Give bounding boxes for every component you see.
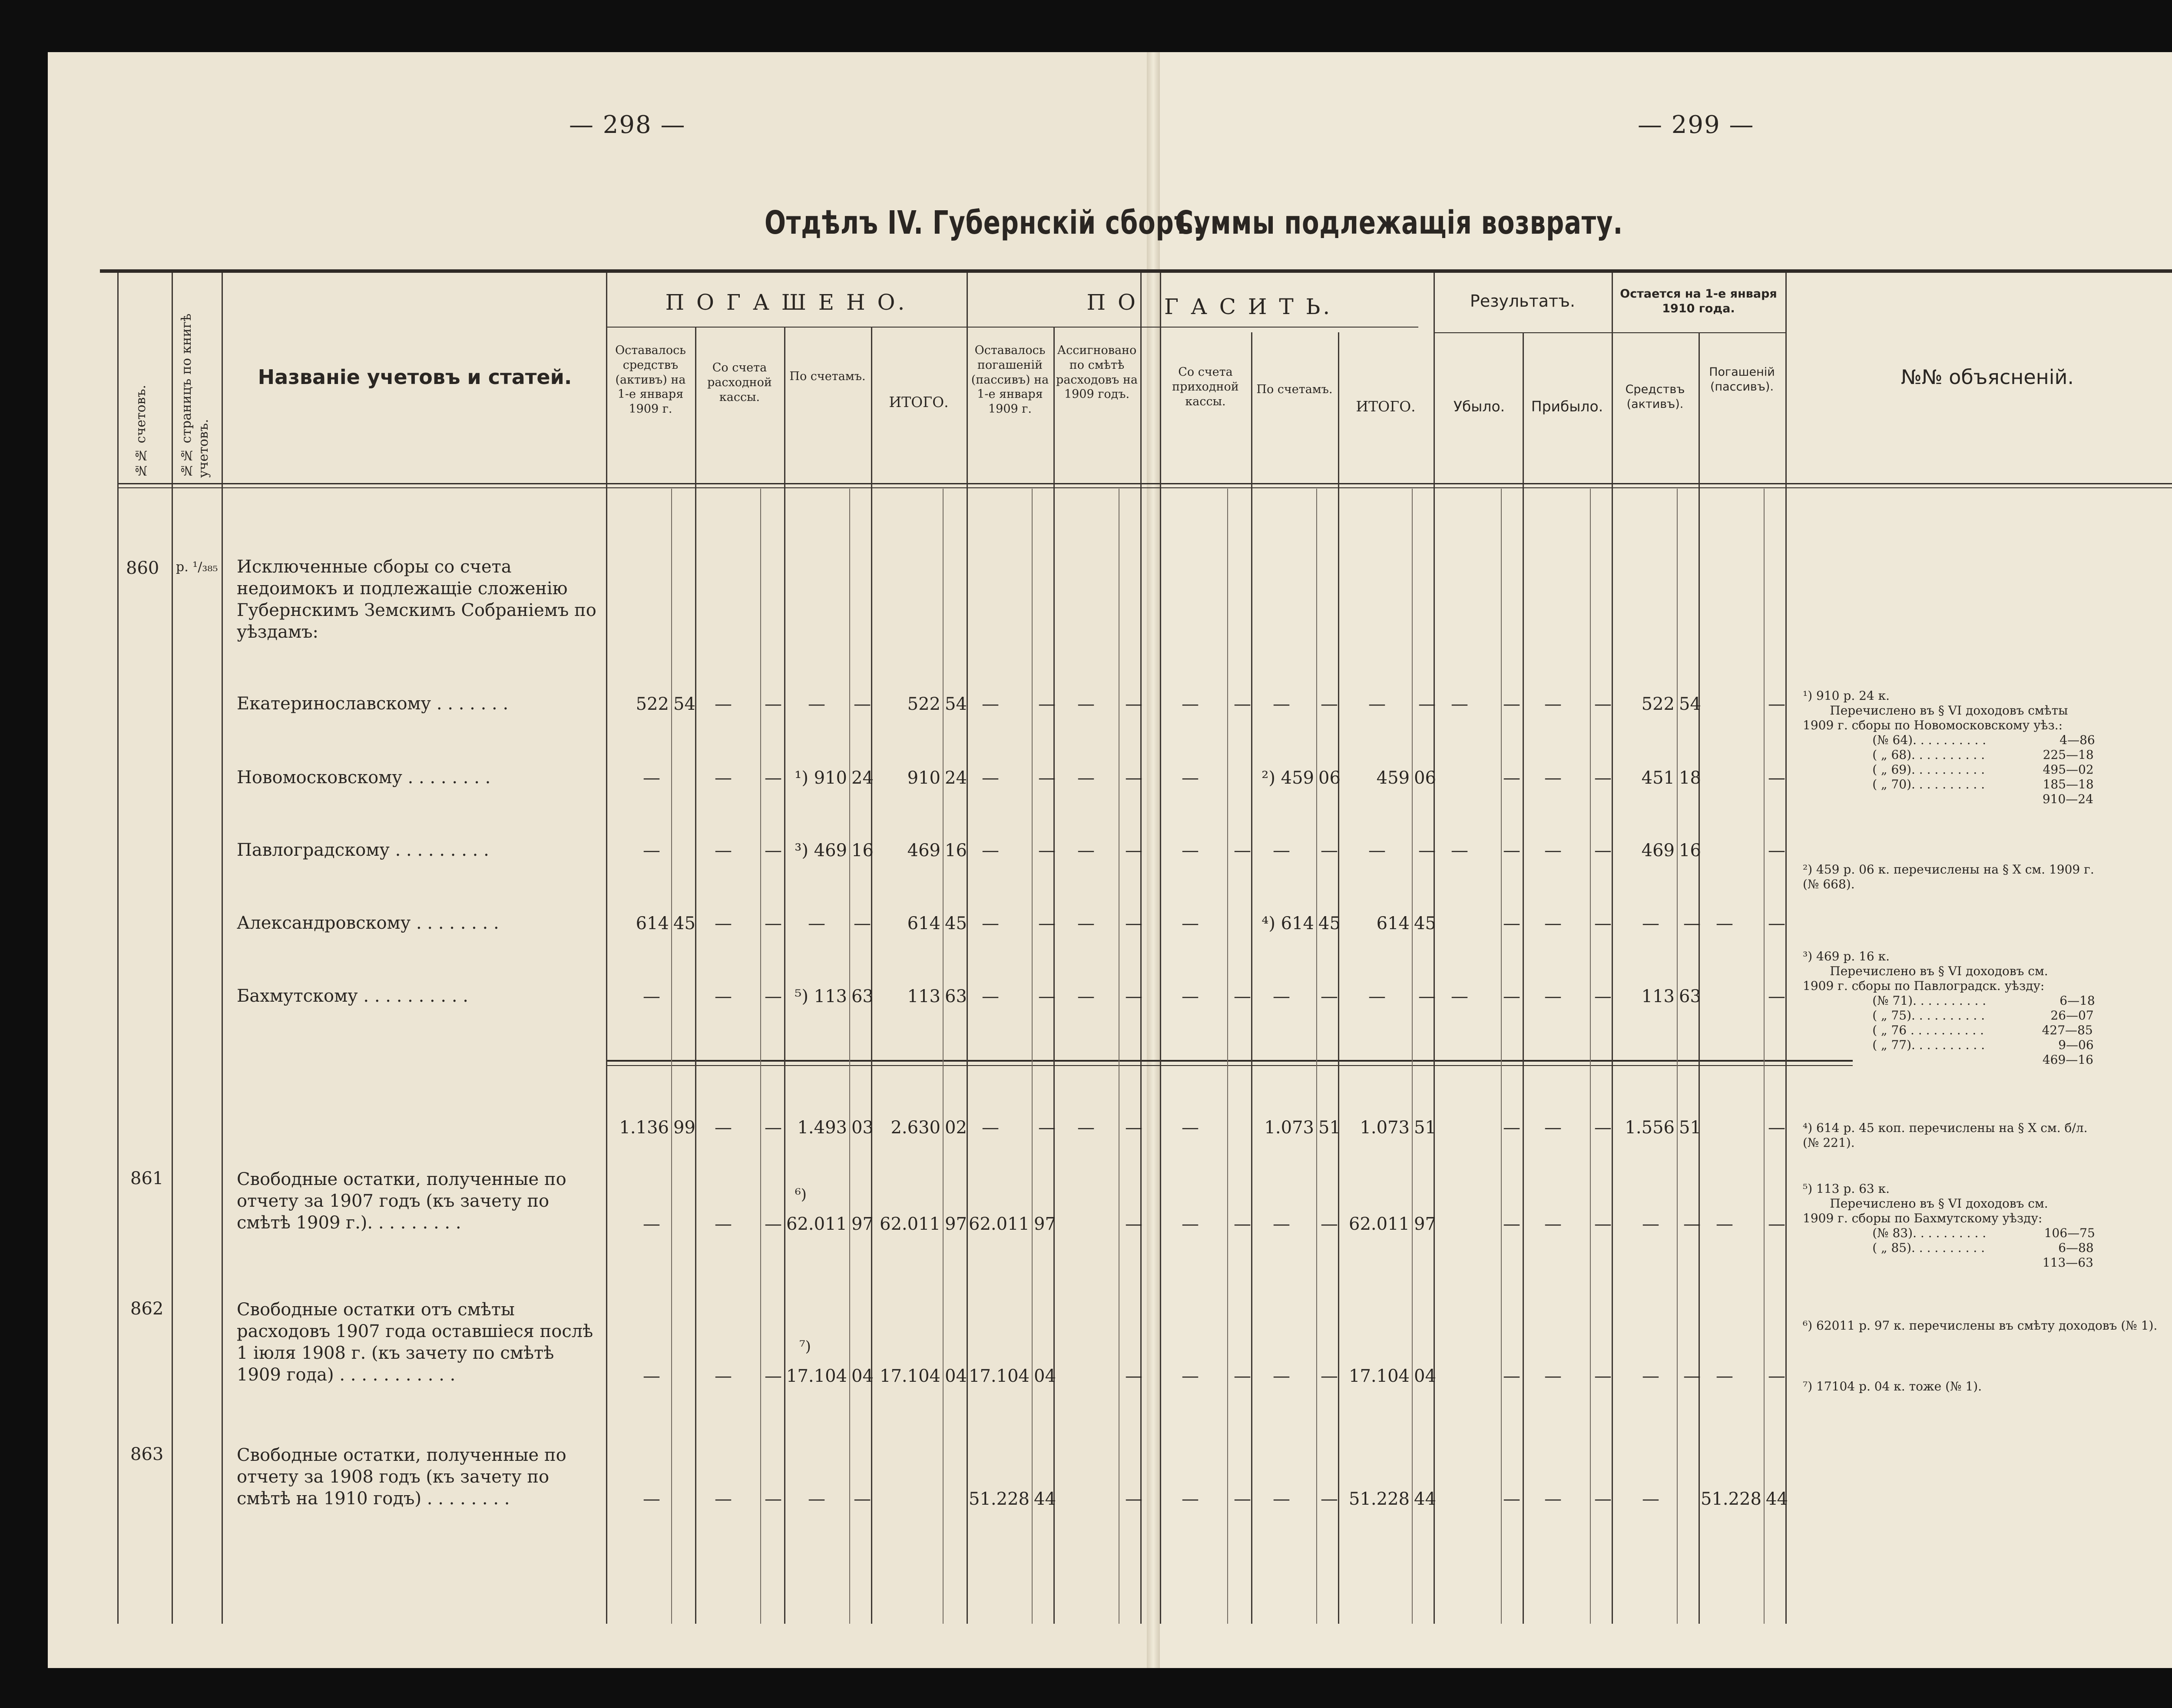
empty-cell-dash: —: [1544, 914, 1562, 933]
col-line: [222, 273, 223, 1624]
col-line: [695, 327, 696, 1624]
empty-cell-dash: —: [643, 768, 660, 788]
empty-cell-dash: —: [1768, 1366, 1785, 1386]
amount-kop: 45: [945, 914, 967, 933]
empty-cell-dash: —: [1234, 1489, 1251, 1509]
subtotal-rub: 1.493: [797, 1118, 847, 1138]
empty-cell-dash: —: [1182, 841, 1199, 861]
right-page-number: — 299 —: [1638, 111, 1755, 139]
amount-rub: 910: [907, 768, 940, 788]
empty-cell-dash: —: [765, 768, 782, 788]
kop-line: [1032, 489, 1033, 1624]
empty-cell-dash: —: [1451, 694, 1468, 714]
kop-line: [671, 489, 672, 1624]
empty-cell-dash: —: [982, 694, 999, 714]
amount-kop: 54: [1679, 694, 1701, 714]
header-topay-passive: Оставалось погашеній (пассивъ) на 1-е января 1909 г.: [971, 344, 1049, 416]
row-label: Екатеринославскому . . . . . . .: [237, 694, 509, 714]
empty-cell-dash: —: [1125, 841, 1142, 861]
empty-cell-dash: —: [715, 1118, 732, 1138]
empty-cell-dash: —: [1594, 1489, 1612, 1509]
kop-line: [1412, 489, 1413, 1624]
header-notes: №№ объясненій.: [1900, 365, 2074, 389]
col-line: [1053, 327, 1055, 1624]
empty-cell-dash: —: [982, 914, 999, 933]
amount-kop: 54: [673, 694, 695, 714]
amount-rub: 17.104: [969, 1366, 1030, 1386]
amount-rub: 62.011: [880, 1214, 940, 1234]
empty-cell-dash: —: [1503, 694, 1520, 714]
empty-cell-dash: —: [1038, 1118, 1056, 1138]
empty-cell-dash: —: [982, 768, 999, 788]
header-bottom-rule-2: [117, 487, 2172, 488]
kop-line: [1316, 489, 1317, 1624]
row-label: Бахмутскому . . . . . . . . . .: [237, 986, 469, 1006]
header-book-pages: №№ страницъ по книгѣ учетовъ.: [179, 313, 211, 478]
amount-rub: 522: [1641, 694, 1675, 714]
col-line: [172, 273, 173, 1624]
row-label: Павлоградскому . . . . . . . . .: [237, 840, 489, 860]
empty-cell-dash: —: [1544, 841, 1562, 861]
empty-cell-dash: —: [1418, 694, 1436, 714]
empty-cell-dash: —: [1125, 1366, 1142, 1386]
amount-rub: 469: [1641, 841, 1675, 861]
header-topay-total: ИТОГО.: [1356, 398, 1416, 415]
empty-cell-dash: —: [1368, 986, 1386, 1006]
amount-rub: 51.228: [969, 1489, 1030, 1509]
amount-rub: 614: [636, 914, 669, 933]
footnote-mark: ⁶): [795, 1186, 807, 1203]
empty-cell-dash: —: [1503, 1366, 1520, 1386]
amount-kop: 97: [1034, 1214, 1056, 1234]
empty-cell-dash: —: [643, 986, 660, 1006]
col-line: [117, 273, 119, 1624]
empty-cell-dash: —: [854, 914, 871, 933]
amount-kop: 04: [851, 1366, 874, 1386]
header-topay-assigned: Ассигновано по смѣтѣ расходовъ на 1909 годъ.: [1056, 344, 1138, 401]
empty-cell-dash: —: [1642, 1489, 1659, 1509]
subtotal-kop: 51: [1414, 1118, 1436, 1138]
col-line: [1160, 273, 1161, 1624]
header-result-gain: Прибыло.: [1531, 398, 1603, 415]
empty-cell-dash: —: [1544, 1489, 1562, 1509]
amount-kop: 16: [945, 841, 967, 861]
amount-kop: 04: [1034, 1366, 1056, 1386]
empty-cell-dash: —: [1642, 1214, 1659, 1234]
empty-cell-dash: —: [808, 914, 825, 933]
empty-cell-dash: —: [1125, 1214, 1142, 1234]
amount-rub: 522: [636, 694, 669, 714]
amount-rub: 17.104: [880, 1366, 940, 1386]
empty-cell-dash: —: [1182, 914, 1199, 933]
empty-cell-dash: —: [715, 841, 732, 861]
amount-rub: 614: [1376, 914, 1410, 933]
subtotal-kop: 51: [1318, 1118, 1341, 1138]
empty-cell-dash: —: [1125, 1118, 1142, 1138]
header-paid-active: Оставалось средствъ (активъ) на 1-е января 1909 г.: [615, 344, 686, 416]
amount-rub: 451: [1641, 768, 1675, 788]
empty-cell-dash: —: [715, 1366, 732, 1386]
amount-kop: 54: [945, 694, 967, 714]
empty-cell-dash: —: [765, 986, 782, 1006]
empty-cell-dash: —: [1273, 1366, 1290, 1386]
empty-cell-dash: —: [1125, 986, 1142, 1006]
amount-kop: 63: [945, 986, 967, 1006]
empty-cell-dash: —: [1642, 914, 1659, 933]
empty-cell-dash: —: [1077, 914, 1095, 933]
empty-cell-dash: —: [1125, 694, 1142, 714]
empty-cell-dash: —: [1683, 1366, 1701, 1386]
amount-kop: 97: [851, 1214, 874, 1234]
empty-cell-dash: —: [1544, 768, 1562, 788]
amount-kop: 97: [945, 1214, 967, 1234]
subtotal-rule: [606, 1060, 1853, 1062]
empty-cell-dash: —: [715, 914, 732, 933]
kop-line: [849, 489, 850, 1624]
empty-cell-dash: —: [1716, 1366, 1733, 1386]
empty-cell-dash: —: [1321, 841, 1338, 861]
empty-cell-dash: —: [1594, 841, 1612, 861]
empty-cell-dash: —: [1077, 986, 1095, 1006]
empty-cell-dash: —: [1544, 1366, 1562, 1386]
empty-cell-dash: —: [1768, 914, 1785, 933]
header-result-loss: Убыло.: [1453, 398, 1505, 415]
amount-rub: 51.228: [1349, 1489, 1410, 1509]
header-bottom-rule: [117, 483, 2172, 484]
empty-cell-dash: —: [1038, 768, 1056, 788]
row-title: Исключенные сборы со счета недоимокъ и подлежащіе сложенію Губернскимъ Земскимъ Собраніемъ по уѣздамъ:: [237, 557, 596, 642]
empty-cell-dash: —: [1077, 841, 1095, 861]
row-title: Свободные остатки, полученные по отчету за 1908 годъ (къ зачету по смѣтѣ на 1910 годъ) . . . . . . . .: [237, 1445, 566, 1509]
col-line: [967, 273, 968, 1624]
amount-rub: 614: [907, 914, 940, 933]
empty-cell-dash: —: [765, 914, 782, 933]
empty-cell-dash: —: [1683, 914, 1701, 933]
col-line: [1251, 332, 1252, 1624]
amount-rub: 113: [1641, 986, 1675, 1006]
empty-cell-dash: —: [1038, 914, 1056, 933]
col-line: [1140, 273, 1142, 1624]
empty-cell-dash: —: [715, 1489, 732, 1509]
header-paid-expense: Со счета расходной кассы.: [707, 361, 772, 404]
empty-cell-dash: —: [1503, 841, 1520, 861]
amount-kop: 16: [1679, 841, 1701, 861]
header-result: Результатъ.: [1470, 291, 1576, 311]
header-name: Названіе учетовъ и статей.: [258, 365, 572, 389]
amount-kop: 45: [1414, 914, 1436, 933]
empty-cell-dash: —: [765, 694, 782, 714]
col-line: [784, 327, 785, 1624]
header-paid-accounts: По счетамъ.: [789, 370, 866, 383]
empty-cell-dash: —: [1503, 1214, 1520, 1234]
empty-cell-dash: —: [643, 841, 660, 861]
empty-cell-dash: —: [1544, 1214, 1562, 1234]
amount-rub: ⁴) 614: [1261, 914, 1314, 933]
empty-cell-dash: —: [982, 986, 999, 1006]
empty-cell-dash: —: [808, 1489, 825, 1509]
amount-kop: 04: [1414, 1366, 1436, 1386]
empty-cell-dash: —: [1716, 1214, 1733, 1234]
account-number: 861: [130, 1168, 164, 1188]
empty-cell-dash: —: [1234, 1214, 1251, 1234]
footnote-mark: ⁷): [799, 1338, 811, 1355]
amount-kop: 44: [1034, 1489, 1056, 1509]
empty-cell-dash: —: [1234, 694, 1251, 714]
amount-kop: 04: [945, 1366, 967, 1386]
empty-cell-dash: —: [1594, 1366, 1612, 1386]
account-number: 862: [130, 1299, 164, 1319]
empty-cell-dash: —: [643, 1489, 660, 1509]
row-title: Свободные остатки, полученные по отчету за 1907 годъ (къ зачету по смѣтѣ 1909 г.). . . . . . . . .: [237, 1169, 566, 1233]
note-1: ¹) 910 р. 24 к. Перечислено въ § VI доходовъ смѣты 1909 г. сборы по Новомосковскому уѣз.: (№ 64). . . . . . . . . . 4—86 ( „ 68). . . . . . . . . . 225—18 ( „ 69). . . . . . . . . . 495—02 ( „ 70). . . . . . . . . . 185—18 910—24: [1803, 688, 2095, 806]
empty-cell-dash: —: [1683, 1214, 1701, 1234]
empty-cell-dash: —: [1451, 986, 1468, 1006]
section-title-right: Суммы подлежащія возврату.: [1175, 204, 1623, 242]
header-to-pay-right: Г А С И Т Ь.: [1164, 294, 1333, 319]
amount-kop: 06: [1318, 768, 1341, 788]
left-page-number: — 298 —: [569, 111, 686, 139]
account-number: 860: [126, 558, 159, 578]
header-subrule-right: [1434, 332, 1785, 333]
amount-rub: 62.011: [1349, 1214, 1410, 1234]
empty-cell-dash: —: [1544, 986, 1562, 1006]
amount-rub: ¹) 910: [795, 768, 847, 788]
header-subrule-left: [606, 327, 1418, 328]
empty-cell-dash: —: [715, 1214, 732, 1234]
amount-kop: 45: [673, 914, 695, 933]
empty-cell-dash: —: [765, 841, 782, 861]
amount-kop: 18: [1679, 768, 1701, 788]
header-account-number: №№ счетовъ.: [133, 384, 149, 478]
header-topay-accounts: По счетамъ.: [1256, 383, 1333, 396]
table-top-rule: [100, 269, 2172, 273]
amount-kop: 63: [851, 986, 874, 1006]
note-2: ²) 459 р. 06 к. перечислены на § X см. 1909 г. (№ 668).: [1803, 862, 2094, 891]
empty-cell-dash: —: [1768, 1118, 1785, 1138]
empty-cell-dash: —: [1451, 841, 1468, 861]
empty-cell-dash: —: [1594, 1214, 1612, 1234]
empty-cell-dash: —: [982, 1118, 999, 1138]
col-line: [1338, 332, 1339, 1624]
empty-cell-dash: —: [1544, 694, 1562, 714]
empty-cell-dash: —: [1594, 1118, 1612, 1138]
amount-rub: 469: [907, 841, 940, 861]
header-paid-total: ИТОГО.: [889, 394, 949, 410]
empty-cell-dash: —: [1182, 986, 1199, 1006]
subtotal-rub: 1.073: [1264, 1118, 1314, 1138]
empty-cell-dash: —: [1503, 768, 1520, 788]
amount-rub: ²) 459: [1261, 768, 1314, 788]
subtotal-kop: 03: [851, 1118, 874, 1138]
empty-cell-dash: —: [1418, 841, 1436, 861]
section-title-left: Отдѣлъ IV. Губернскій сборъ.: [765, 204, 1203, 242]
note-5: ⁵) 113 р. 63 к. Перечислено въ § VI доходовъ см. 1909 г. сборы по Бахмутскому уѣзду: (№ 83). . . . . . . . . . 106—75 ( „ 85). . . . . . . . . . 6—88 113—63: [1803, 1182, 2095, 1270]
row-label: Новомосковскому . . . . . . . .: [237, 768, 491, 788]
kop-line: [1677, 489, 1678, 1624]
kop-line: [1590, 489, 1591, 1624]
note-7: ⁷) 17104 р. 04 к. тоже (№ 1).: [1803, 1379, 1982, 1394]
empty-cell-dash: —: [1768, 694, 1785, 714]
empty-cell-dash: —: [1182, 1366, 1199, 1386]
subtotal-rule-2: [606, 1065, 1853, 1066]
empty-cell-dash: —: [1503, 1489, 1520, 1509]
empty-cell-dash: —: [1273, 1489, 1290, 1509]
kop-line: [943, 489, 944, 1624]
empty-cell-dash: —: [1768, 986, 1785, 1006]
note-6: ⁶) 62011 р. 97 к. перечислены въ смѣту доходовъ (№ 1).: [1803, 1318, 2158, 1333]
empty-cell-dash: —: [1594, 914, 1612, 933]
amount-kop: 24: [945, 768, 967, 788]
empty-cell-dash: —: [1182, 1489, 1199, 1509]
empty-cell-dash: —: [1234, 841, 1251, 861]
empty-cell-dash: —: [1594, 768, 1612, 788]
empty-cell-dash: —: [1077, 694, 1095, 714]
empty-cell-dash: —: [1321, 1214, 1338, 1234]
amount-kop: 06: [1414, 768, 1436, 788]
empty-cell-dash: —: [808, 694, 825, 714]
empty-cell-dash: —: [1273, 986, 1290, 1006]
amount-kop: 24: [851, 768, 874, 788]
empty-cell-dash: —: [1234, 1366, 1251, 1386]
subtotal-rub: 1.073: [1360, 1118, 1410, 1138]
amount-rub: 17.104: [786, 1366, 847, 1386]
empty-cell-dash: —: [1321, 1366, 1338, 1386]
subtotal-rub: 1.556: [1625, 1118, 1675, 1138]
empty-cell-dash: —: [1768, 768, 1785, 788]
amount-kop: 45: [1318, 914, 1341, 933]
empty-cell-dash: —: [1594, 694, 1612, 714]
row-title: Свободные остатки отъ смѣты расходовъ 1907 года оставшіеся послѣ 1 іюля 1908 г. (къ зачету по смѣтѣ 1909 года) . . . . . . . . . . .: [237, 1300, 593, 1385]
empty-cell-dash: —: [715, 768, 732, 788]
col-line: [606, 273, 607, 1624]
col-line: [1785, 273, 1787, 1624]
amount-rub: ³) 469: [795, 841, 847, 861]
amount-rub: 51.228: [1701, 1489, 1761, 1509]
empty-cell-dash: —: [1503, 914, 1520, 933]
amount-kop: 97: [1414, 1214, 1436, 1234]
empty-cell-dash: —: [1594, 986, 1612, 1006]
kop-line: [1227, 489, 1228, 1624]
header-to-pay-left: П О: [1086, 290, 1138, 315]
amount-kop: 44: [1414, 1489, 1436, 1509]
empty-cell-dash: —: [715, 694, 732, 714]
empty-cell-dash: —: [854, 1489, 871, 1509]
empty-cell-dash: —: [854, 694, 871, 714]
kop-line: [1501, 489, 1502, 1624]
empty-cell-dash: —: [1038, 841, 1056, 861]
subtotal-kop: 02: [945, 1118, 967, 1138]
header-remains-repay: Погашеній (пассивъ).: [1709, 365, 1775, 394]
header-remains: Остается на 1-е января 1910 года.: [1620, 287, 1777, 315]
subtotal-kop: 99: [673, 1118, 695, 1138]
empty-cell-dash: —: [1038, 986, 1056, 1006]
col-line: [1434, 273, 1435, 1624]
empty-cell-dash: —: [1273, 1214, 1290, 1234]
col-line: [1612, 273, 1613, 1624]
empty-cell-dash: —: [1321, 986, 1338, 1006]
book-gutter: [1147, 52, 1160, 1668]
empty-cell-dash: —: [1716, 914, 1733, 933]
empty-cell-dash: —: [1182, 768, 1199, 788]
empty-cell-dash: —: [1503, 1118, 1520, 1138]
empty-cell-dash: —: [765, 1118, 782, 1138]
empty-cell-dash: —: [1768, 1214, 1785, 1234]
book-page: р. ¹/₃₈₅: [176, 559, 218, 575]
amount-kop: 63: [1679, 986, 1701, 1006]
empty-cell-dash: —: [1642, 1366, 1659, 1386]
col-line: [1523, 332, 1524, 1624]
amount-rub: 459: [1376, 768, 1410, 788]
empty-cell-dash: —: [1418, 986, 1436, 1006]
empty-cell-dash: —: [1077, 1118, 1095, 1138]
empty-cell-dash: —: [1768, 841, 1785, 861]
empty-cell-dash: —: [1273, 841, 1290, 861]
empty-cell-dash: —: [1182, 694, 1199, 714]
amount-rub: 62.011: [786, 1214, 847, 1234]
empty-cell-dash: —: [643, 1214, 660, 1234]
subtotal-rub: 2.630: [891, 1118, 940, 1138]
empty-cell-dash: —: [1182, 1118, 1199, 1138]
col-line: [1699, 332, 1700, 1624]
empty-cell-dash: —: [643, 1366, 660, 1386]
subtotal-rub: 1.136: [619, 1118, 669, 1138]
empty-cell-dash: —: [1368, 694, 1386, 714]
empty-cell-dash: —: [1038, 694, 1056, 714]
empty-cell-dash: —: [982, 841, 999, 861]
empty-cell-dash: —: [1544, 1118, 1562, 1138]
header-paid: П О Г А Ш Е Н О.: [665, 290, 907, 315]
amount-rub: 522: [907, 694, 940, 714]
col-line: [871, 327, 872, 1624]
empty-cell-dash: —: [1368, 841, 1386, 861]
empty-cell-dash: —: [1321, 694, 1338, 714]
empty-cell-dash: —: [1321, 1489, 1338, 1509]
empty-cell-dash: —: [1182, 1214, 1199, 1234]
subtotal-kop: 51: [1679, 1118, 1701, 1138]
note-3: ³) 469 р. 16 к. Перечислено въ § VI доходовъ см. 1909 г. сборы по Павлоградск. уѣзду: (№ 71). . . . . . . . . . 6—18 ( „ 75). . . . . . . . . . 26—07 ( „ 76 . . . . . . . . . . 427—85 ( „ 77). . . . . . . . . . 9—06 469—16: [1803, 949, 2095, 1067]
header-remains-assets: Средствъ (активъ).: [1625, 383, 1685, 411]
account-number: 863: [130, 1444, 164, 1464]
note-4: ⁴) 614 р. 45 коп. перечислены на § X см. б/л. (№ 221).: [1803, 1121, 2088, 1150]
amount-kop: 44: [1766, 1489, 1788, 1509]
amount-kop: 16: [851, 841, 874, 861]
empty-cell-dash: —: [1125, 768, 1142, 788]
empty-cell-dash: —: [1273, 694, 1290, 714]
empty-cell-dash: —: [1234, 986, 1251, 1006]
amount-rub: 62.011: [969, 1214, 1030, 1234]
empty-cell-dash: —: [1077, 768, 1095, 788]
kop-line: [1764, 489, 1765, 1624]
empty-cell-dash: —: [765, 1366, 782, 1386]
header-topay-income: Со счета приходной кассы.: [1172, 365, 1239, 408]
kop-line: [760, 489, 761, 1624]
empty-cell-dash: —: [765, 1489, 782, 1509]
row-label: Александровскому . . . . . . . .: [237, 913, 499, 933]
amount-rub: ⁵) 113: [795, 986, 847, 1006]
empty-cell-dash: —: [1503, 986, 1520, 1006]
empty-cell-dash: —: [715, 986, 732, 1006]
empty-cell-dash: —: [765, 1214, 782, 1234]
amount-rub: 113: [907, 986, 940, 1006]
empty-cell-dash: —: [1125, 1489, 1142, 1509]
amount-rub: 17.104: [1349, 1366, 1410, 1386]
empty-cell-dash: —: [1125, 914, 1142, 933]
